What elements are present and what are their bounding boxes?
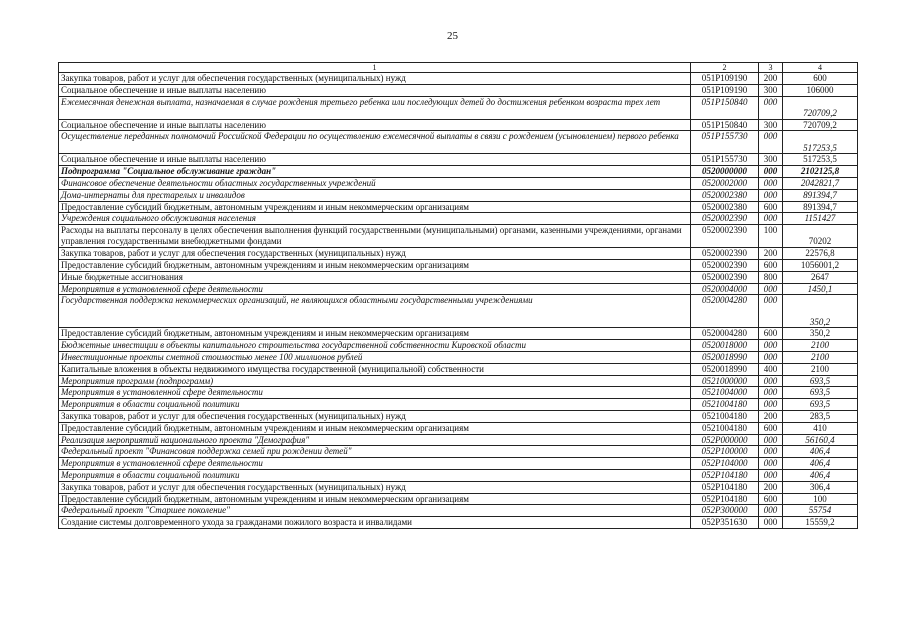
row-expense-type: 000: [759, 283, 783, 295]
row-name: Социальное обеспечение и иные выплаты населению: [59, 154, 691, 166]
row-code: 051P150840: [691, 119, 759, 131]
row-code: 052P104000: [691, 458, 759, 470]
row-code: 0520004280: [691, 295, 759, 328]
row-amount: 517253,5: [783, 154, 858, 166]
table-row: [59, 399, 858, 411]
row-code: 0521004180: [691, 399, 759, 411]
table-row: [59, 154, 858, 166]
header-col-4: 4: [783, 63, 858, 73]
row-amount: 55754: [783, 505, 858, 517]
row-expense-type: 300: [759, 84, 783, 96]
row-name: Предоставление субсидий бюджетным, автономным учреждениям и иным некоммерческим организациям: [59, 201, 691, 213]
row-expense-type: 000: [759, 166, 783, 178]
row-expense-type: 600: [759, 328, 783, 340]
row-expense-type: 300: [759, 119, 783, 131]
row-amount: 720709,2: [783, 96, 858, 119]
row-expense-type: 000: [759, 434, 783, 446]
row-code: 051P150840: [691, 96, 759, 119]
row-expense-type: 100: [759, 225, 783, 248]
row-expense-type: 000: [759, 505, 783, 517]
table-row: [59, 271, 858, 283]
row-code: 0520002390: [691, 213, 759, 225]
table-row: [59, 119, 858, 131]
row-amount: 306,4: [783, 481, 858, 493]
row-expense-type: 000: [759, 213, 783, 225]
row-code: 0520002390: [691, 259, 759, 271]
row-expense-type: 200: [759, 248, 783, 260]
row-expense-type: 000: [759, 295, 783, 328]
table-row: [59, 166, 858, 178]
table-row: [59, 259, 858, 271]
row-code: 0521004180: [691, 410, 759, 422]
row-amount: 891394,7: [783, 189, 858, 201]
row-code: 0520002000: [691, 177, 759, 189]
table-row: [59, 283, 858, 295]
table-row: [59, 131, 858, 154]
row-amount: 2100: [783, 351, 858, 363]
table-row: [59, 363, 858, 375]
row-name: Закупка товаров, работ и услуг для обеспечения государственных (муниципальных) нужд: [59, 248, 691, 260]
table-row: [59, 189, 858, 201]
row-amount: 406,4: [783, 469, 858, 481]
row-name: Закупка товаров, работ и услуг для обеспечения государственных (муниципальных) нужд: [59, 73, 691, 85]
row-amount: 100: [783, 493, 858, 505]
table-row: [59, 96, 858, 119]
row-amount: 406,4: [783, 458, 858, 470]
row-amount: 2100: [783, 340, 858, 352]
row-amount: 406,4: [783, 446, 858, 458]
table-row: [59, 387, 858, 399]
budget-table: [58, 62, 858, 529]
row-amount: 891394,7: [783, 201, 858, 213]
row-amount: 1450,1: [783, 283, 858, 295]
row-name: Мероприятия в установленной сфере деятельности: [59, 458, 691, 470]
row-amount: 350,2: [783, 295, 858, 328]
page-number: 25: [447, 30, 458, 42]
row-name: Социальное обеспечение и иные выплаты населению: [59, 119, 691, 131]
table-row: [59, 340, 858, 352]
table-body: [59, 73, 858, 529]
row-code: 0520002380: [691, 189, 759, 201]
row-amount: 720709,2: [783, 119, 858, 131]
row-amount: 106000: [783, 84, 858, 96]
row-code: 051P155730: [691, 131, 759, 154]
row-amount: 70202: [783, 225, 858, 248]
row-expense-type: 800: [759, 271, 783, 283]
row-expense-type: 000: [759, 458, 783, 470]
row-name: Мероприятия в области социальной политики: [59, 469, 691, 481]
row-expense-type: 000: [759, 375, 783, 387]
row-amount: 2100: [783, 363, 858, 375]
row-expense-type: 200: [759, 73, 783, 85]
row-amount: 56160,4: [783, 434, 858, 446]
table-row: [59, 493, 858, 505]
row-expense-type: 200: [759, 410, 783, 422]
table-row: [59, 458, 858, 470]
row-name: Государственная поддержка некоммерческих организаций, не являющихся областными государственными учреждениями: [59, 295, 691, 328]
header-col-3: 3: [759, 63, 783, 73]
row-name: Бюджетные инвестиции в объекты капитального строительства государственной собственности Кировской области: [59, 340, 691, 352]
row-amount: 2102125,8: [783, 166, 858, 178]
row-name: Создание системы долговременного ухода за гражданами пожилого возраста и инвалидами: [59, 517, 691, 529]
row-amount: 600: [783, 73, 858, 85]
row-name: Мероприятия в области социальной политики: [59, 399, 691, 411]
row-expense-type: 000: [759, 469, 783, 481]
header-col-1: 1: [59, 63, 691, 73]
row-expense-type: 600: [759, 259, 783, 271]
row-name: Расходы на выплаты персоналу в целях обеспечения выполнения функций государственными (муниципальными) органами, казенными учреждениями, органами управления государственными внебюджетными фондами: [59, 225, 691, 248]
row-name: Финансовое обеспечение деятельности областных государственных учреждений: [59, 177, 691, 189]
row-name: Федеральный проект "Финансовая поддержка семей при рождении детей": [59, 446, 691, 458]
row-name: Предоставление субсидий бюджетным, автономным учреждениям и иным некоммерческим организациям: [59, 259, 691, 271]
row-expense-type: 400: [759, 363, 783, 375]
row-name: Предоставление субсидий бюджетным, автономным учреждениям и иным некоммерческим организациям: [59, 422, 691, 434]
row-amount: 2647: [783, 271, 858, 283]
row-code: 052P300000: [691, 505, 759, 517]
row-amount: 283,5: [783, 410, 858, 422]
row-code: 0520004280: [691, 328, 759, 340]
table-row: [59, 434, 858, 446]
table-row: [59, 446, 858, 458]
row-amount: 1151427: [783, 213, 858, 225]
row-name: Предоставление субсидий бюджетным, автономным учреждениям и иным некоммерческим организациям: [59, 493, 691, 505]
row-code: 0520018000: [691, 340, 759, 352]
row-expense-type: 000: [759, 131, 783, 154]
row-code: 052P104180: [691, 493, 759, 505]
table-row: [59, 351, 858, 363]
row-code: 052P100000: [691, 446, 759, 458]
row-expense-type: 600: [759, 422, 783, 434]
row-expense-type: 000: [759, 96, 783, 119]
row-code: 0521004180: [691, 422, 759, 434]
table-header-row: [59, 63, 858, 73]
row-code: 0520018990: [691, 351, 759, 363]
row-name: Закупка товаров, работ и услуг для обеспечения государственных (муниципальных) нужд: [59, 410, 691, 422]
row-code: 051P155730: [691, 154, 759, 166]
table-row: [59, 328, 858, 340]
row-amount: 350,2: [783, 328, 858, 340]
row-name: Реализация мероприятий национального проекта "Демография": [59, 434, 691, 446]
row-code: 0520000000: [691, 166, 759, 178]
row-amount: 1056001,2: [783, 259, 858, 271]
row-name: Иные бюджетные ассигнования: [59, 271, 691, 283]
row-code: 052P104180: [691, 481, 759, 493]
table-row: [59, 84, 858, 96]
table-row: [59, 73, 858, 85]
row-expense-type: 000: [759, 387, 783, 399]
row-code: 0521000000: [691, 375, 759, 387]
table-row: [59, 295, 858, 328]
row-name: Дома-интернаты для престарелых и инвалидов: [59, 189, 691, 201]
row-expense-type: 000: [759, 351, 783, 363]
row-amount: 517253,5: [783, 131, 858, 154]
row-code: 0520004000: [691, 283, 759, 295]
row-name: Капитальные вложения в объекты недвижимого имущества государственной (муниципальной) собственности: [59, 363, 691, 375]
table-row: [59, 410, 858, 422]
row-expense-type: 000: [759, 340, 783, 352]
row-expense-type: 000: [759, 446, 783, 458]
table-row: [59, 213, 858, 225]
header-col-2: 2: [691, 63, 759, 73]
table-row: [59, 469, 858, 481]
table-row: [59, 505, 858, 517]
row-code: 0520002390: [691, 248, 759, 260]
table-row: [59, 177, 858, 189]
row-expense-type: 000: [759, 177, 783, 189]
row-code: 0520002390: [691, 271, 759, 283]
table-row: [59, 248, 858, 260]
row-amount: 693,5: [783, 399, 858, 411]
row-name: Осуществление переданных полномочий Российской Федерации по осуществлению ежемесячной выплаты в связи с рождением (усыновлением) первого ребенка: [59, 131, 691, 154]
row-amount: 693,5: [783, 387, 858, 399]
row-amount: 693,5: [783, 375, 858, 387]
row-code: 052P351630: [691, 517, 759, 529]
row-name: Федеральный проект "Старшее поколение": [59, 505, 691, 517]
row-amount: 22576,8: [783, 248, 858, 260]
row-code: 051P109190: [691, 84, 759, 96]
row-code: 052P104180: [691, 469, 759, 481]
row-code: 0520018990: [691, 363, 759, 375]
row-expense-type: 600: [759, 201, 783, 213]
row-expense-type: 000: [759, 517, 783, 529]
row-name: Подпрограмма "Социальное обслуживание граждан": [59, 166, 691, 178]
row-name: Социальное обеспечение и иные выплаты населению: [59, 84, 691, 96]
table-row: [59, 225, 858, 248]
table-row: [59, 481, 858, 493]
table-row: [59, 517, 858, 529]
row-name: Мероприятия в установленной сфере деятельности: [59, 283, 691, 295]
row-name: Мероприятия в установленной сфере деятельности: [59, 387, 691, 399]
row-name: Мероприятия программ (подпрограмм): [59, 375, 691, 387]
row-expense-type: 300: [759, 154, 783, 166]
table-row: [59, 201, 858, 213]
row-name: Предоставление субсидий бюджетным, автономным учреждениям и иным некоммерческим организациям: [59, 328, 691, 340]
row-amount: 2042821,7: [783, 177, 858, 189]
row-code: 0520002380: [691, 201, 759, 213]
row-expense-type: 600: [759, 493, 783, 505]
row-name: Ежемесячная денежная выплата, назначаемая в случае рождения третьего ребенка или последующих детей до достижения ребенком возраста трех лет: [59, 96, 691, 119]
row-name: Учреждения социального обслуживания населения: [59, 213, 691, 225]
row-expense-type: 000: [759, 399, 783, 411]
row-amount: 410: [783, 422, 858, 434]
row-code: 0520002390: [691, 225, 759, 248]
table-row: [59, 422, 858, 434]
row-code: 0521004000: [691, 387, 759, 399]
row-name: Закупка товаров, работ и услуг для обеспечения государственных (муниципальных) нужд: [59, 481, 691, 493]
row-code: 052P000000: [691, 434, 759, 446]
row-name: Инвестиционные проекты сметной стоимостью менее 100 миллионов рублей: [59, 351, 691, 363]
row-amount: 15559,2: [783, 517, 858, 529]
row-expense-type: 000: [759, 189, 783, 201]
row-expense-type: 200: [759, 481, 783, 493]
row-code: 051P109190: [691, 73, 759, 85]
table-row: [59, 375, 858, 387]
